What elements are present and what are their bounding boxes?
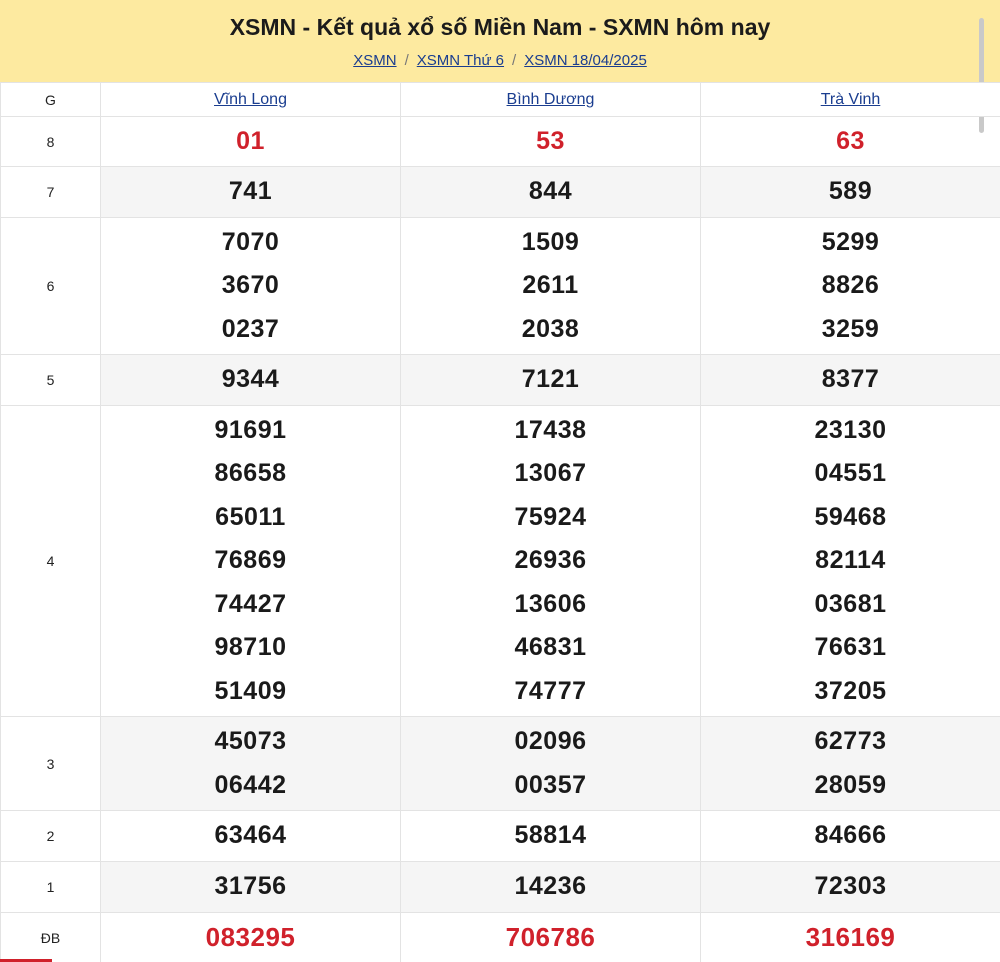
lottery-number: 62773 (814, 727, 887, 755)
prize-row-p3 (1, 717, 1000, 811)
lottery-number: 02096 (514, 727, 587, 755)
lottery-number: 00357 (514, 770, 587, 799)
lottery-number: 63 (836, 126, 865, 155)
prize-cell (701, 218, 1000, 355)
lottery-number: 2611 (522, 271, 579, 300)
prize-row-p5 (1, 355, 1000, 406)
prize-row-db (1, 913, 1000, 962)
lottery-number: 1509 (521, 227, 580, 256)
prize-cell (401, 406, 701, 717)
lottery-number: 7070 (221, 227, 280, 256)
breadcrumb-separator: / (512, 52, 517, 69)
lottery-number: 46831 (514, 633, 587, 662)
lottery-number: 74427 (214, 589, 287, 618)
lottery-number: 37205 (814, 676, 887, 705)
lottery-number: 65011 (215, 502, 286, 531)
prize-cell (101, 355, 401, 406)
prize-column-header: G (1, 83, 101, 117)
lottery-number: 76869 (214, 546, 287, 575)
lottery-number: 91691 (214, 415, 287, 444)
prize-label: 3 (1, 717, 101, 811)
prize-cell (101, 862, 401, 913)
lottery-number: 76631 (814, 633, 887, 662)
lottery-number: 28059 (814, 770, 887, 799)
prize-label: 5 (1, 355, 101, 406)
province-header-tra-vinh (701, 83, 1000, 117)
province-link-binh-duong[interactable]: Bình Dương (506, 90, 595, 108)
lottery-number: 8377 (821, 365, 880, 394)
prize-row-p1 (1, 862, 1000, 913)
lottery-number: 23130 (814, 415, 887, 444)
results-table (0, 82, 1000, 962)
lottery-number: 5299 (821, 227, 880, 256)
prize-row-p4 (1, 406, 1000, 717)
lottery-number: 06442 (214, 770, 287, 799)
breadcrumb-date-link[interactable]: XSMN 18/04/2025 (524, 52, 647, 69)
lottery-number: 8826 (821, 271, 880, 300)
lottery-number: 74777 (514, 676, 587, 705)
lottery-number: 13606 (514, 589, 587, 618)
lottery-number: 3259 (821, 314, 880, 343)
prize-cell (101, 811, 401, 862)
lottery-number: 741 (228, 177, 273, 206)
lottery-number: 75924 (514, 502, 587, 531)
lottery-number: 316169 (805, 921, 896, 952)
lottery-number: 53 (536, 126, 565, 155)
lottery-number: 04551 (814, 459, 887, 488)
prize-cell (701, 811, 1000, 862)
prize-cell (101, 218, 401, 355)
breadcrumb-xsmn-link[interactable]: XSMN (353, 52, 397, 69)
lottery-number: 13067 (514, 459, 587, 488)
lottery-number: 51409 (214, 676, 287, 705)
prize-row-p8 (1, 117, 1000, 167)
prize-cell (401, 218, 701, 355)
province-header-vinh-long (101, 83, 401, 117)
lottery-number: 31756 (214, 872, 287, 901)
lottery-number: 2038 (521, 314, 580, 343)
lottery-number: 589 (828, 177, 873, 206)
province-link-vinh-long[interactable]: Vĩnh Long (214, 90, 287, 108)
lottery-number: 3670 (221, 271, 280, 300)
lottery-number: 63464 (214, 821, 287, 850)
lottery-number: 9344 (221, 365, 280, 394)
lottery-number: 58814 (514, 821, 587, 850)
prize-cell (401, 167, 701, 218)
prize-cell (401, 117, 701, 167)
prize-row-p7 (1, 167, 1000, 218)
lottery-number: 14236 (514, 872, 587, 901)
prize-row-p6 (1, 218, 1000, 355)
prize-cell (701, 355, 1000, 406)
lottery-number: 98710 (214, 633, 287, 662)
lottery-number: 59468 (814, 502, 887, 531)
lottery-number: 083295 (205, 921, 296, 952)
prize-label: 1 (1, 862, 101, 913)
prize-cell (701, 167, 1000, 218)
prize-cell (101, 117, 401, 167)
lottery-number: 86658 (214, 459, 287, 488)
lottery-number: 72303 (814, 872, 887, 901)
prize-cell (701, 406, 1000, 717)
prize-cell (401, 355, 701, 406)
prize-cell (101, 167, 401, 218)
lottery-number: 706786 (505, 921, 596, 952)
prize-cell (701, 913, 1000, 962)
lottery-number: 0237 (221, 314, 280, 343)
prize-cell (101, 717, 401, 811)
lottery-number: 26936 (514, 546, 587, 575)
breadcrumb-separator: / (404, 52, 409, 69)
prize-label: ĐB (1, 913, 101, 962)
prize-cell (401, 913, 701, 962)
prize-cell (101, 913, 401, 962)
prize-cell (701, 717, 1000, 811)
prize-cell (401, 717, 701, 811)
prize-row-p2 (1, 811, 1000, 862)
lottery-number: 82114 (815, 546, 886, 575)
prize-label: 2 (1, 811, 101, 862)
table-header-row (1, 83, 1000, 117)
page-header (0, 0, 1000, 82)
prize-label: 4 (1, 406, 101, 717)
lottery-number: 01 (236, 126, 265, 155)
lottery-number: 7121 (521, 365, 580, 394)
province-link-tra-vinh[interactable]: Trà Vinh (820, 90, 881, 108)
lottery-number: 03681 (814, 589, 887, 618)
prize-label: 6 (1, 218, 101, 355)
prize-label: 7 (1, 167, 101, 218)
page-title: XSMN - Kết quả xổ số Miền Nam - SXMN hôm nay (229, 14, 771, 40)
lottery-number: 45073 (214, 727, 287, 755)
breadcrumb (0, 52, 1000, 69)
lottery-number: 17438 (514, 415, 587, 444)
province-header-binh-duong (401, 83, 701, 117)
prize-cell (101, 406, 401, 717)
prize-cell (401, 862, 701, 913)
lottery-number: 84666 (814, 821, 887, 850)
prize-cell (701, 862, 1000, 913)
prize-label: 8 (1, 117, 101, 167)
lottery-number: 844 (528, 177, 573, 206)
prize-cell (701, 117, 1000, 167)
breadcrumb-xsmn-thu6-link[interactable]: XSMN Thứ 6 (416, 52, 505, 69)
prize-cell (401, 811, 701, 862)
